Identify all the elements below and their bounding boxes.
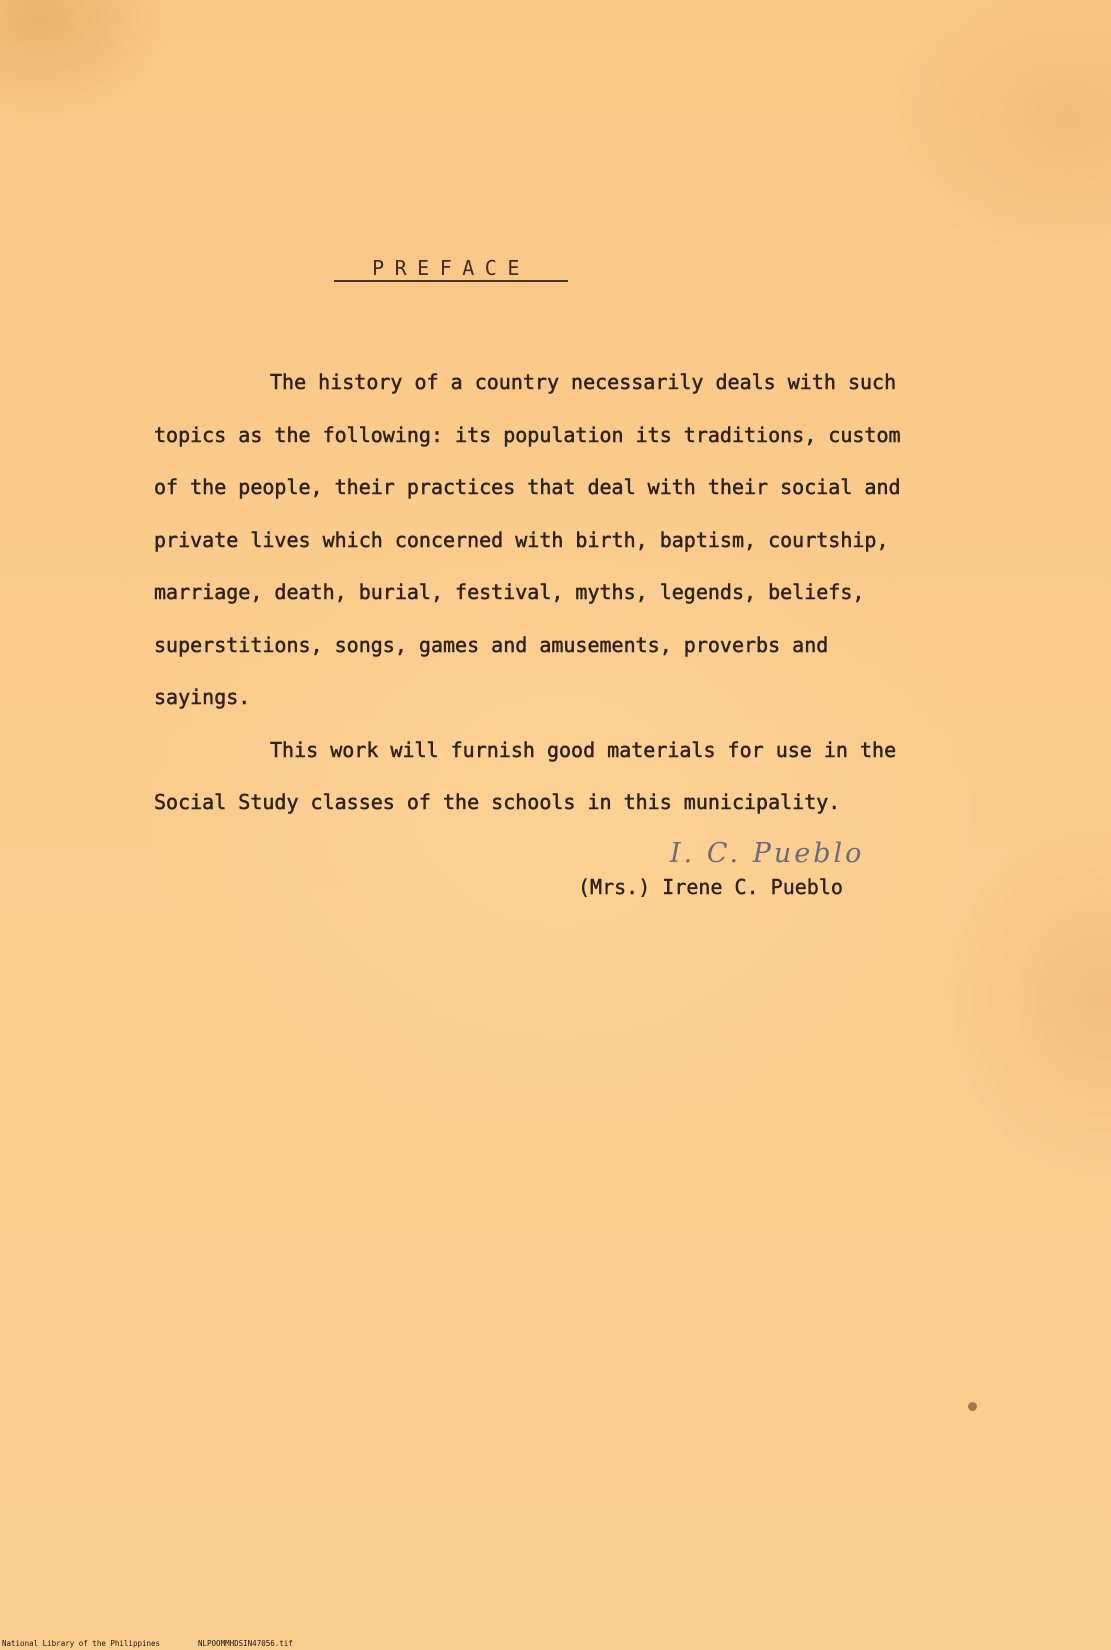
body-line: Social Study classes of the schools in this municipality. [154,790,841,814]
body-line: private lives which concerned with birth, baptism, courtship, [154,527,889,552]
page-title: PREFACE [372,256,530,280]
body-line: sayings. [154,685,251,709]
body-line: The history of a country necessarily deals with such [270,370,897,394]
title-underline [334,280,568,282]
body-line: of the people, their practices that deal with their social and [154,475,901,499]
body-line: topics as the following: its population its traditions, custom [154,422,901,447]
typed-signature: (Mrs.) Irene C. Pueblo [578,875,843,899]
footer-library: National Library of the Philippines [2,1639,161,1648]
body-line: superstitions, songs, games and amusements, proverbs and [154,632,829,657]
paper-speck [968,1402,977,1411]
handwritten-signature: I. C. Pueblo [670,838,865,869]
preface-body [154,356,974,829]
body-line: This work will furnish good materials for use in the [270,737,897,762]
scan-footer [0,1638,1111,1650]
body-line: marriage, death, burial, festival, myths, legends, beliefs, [154,580,865,604]
footer-filename: NLPOOMMHDSIN47056.tif [198,1639,293,1648]
